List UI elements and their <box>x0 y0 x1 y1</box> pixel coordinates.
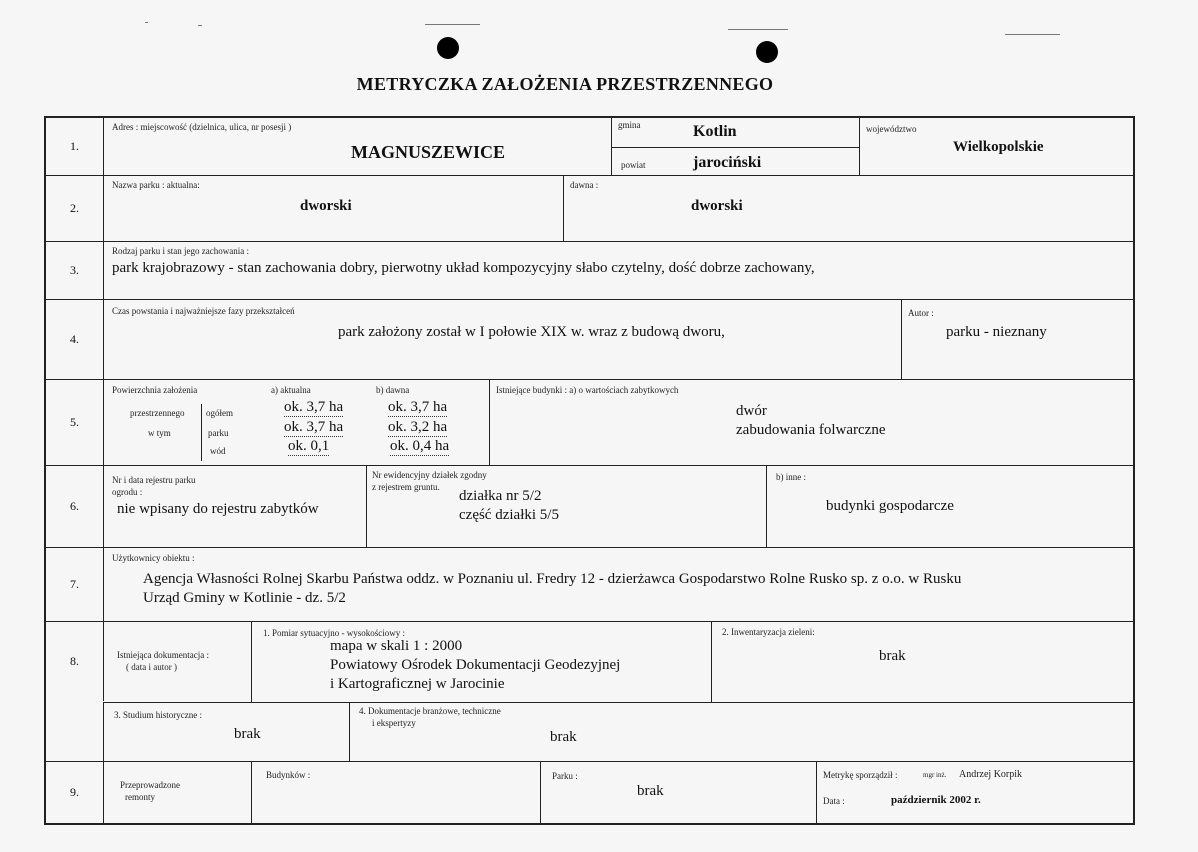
divider <box>711 622 712 702</box>
divider <box>540 762 541 823</box>
area-park-old: ok. 3,2 ha <box>388 419 448 435</box>
punch-hole-left <box>437 37 459 59</box>
register-label-1: Nr i data rejestru parku <box>112 475 196 485</box>
park-type-label: Rodzaj parku i stan jego zachowania : <box>112 246 249 256</box>
divider <box>489 380 490 465</box>
area-total-old: ok. 3,7 ha <box>388 399 448 415</box>
park-name-label: Nazwa parku : aktualna: <box>112 180 200 190</box>
row-3 <box>45 242 1134 300</box>
row-number: 4. <box>46 300 104 379</box>
users-value-2: Urząd Gminy w Kotlinie - dz. 5/2 <box>143 590 346 606</box>
row-4 <box>45 300 1134 380</box>
other-buildings-label: b) inne : <box>776 472 806 482</box>
survey-value-2: Powiatowy Ośrodek Dokumentacji Geodezyjnej <box>330 657 621 673</box>
author-value: parku - nieznany <box>946 324 1047 340</box>
scan-mark <box>425 24 480 25</box>
author-label: Autor : <box>908 308 934 318</box>
address-value: MAGNUSZEWICE <box>351 142 506 162</box>
area-label: Powierzchnia założenia <box>112 385 198 395</box>
wojewodztwo-value: Wielkopolskie <box>953 139 1044 155</box>
history-value: park założony został w I połowie XIX w. wraz z budową dworu, <box>338 324 725 340</box>
parcel-label-1: Nr ewidencyjny działek zgodny <box>372 470 487 480</box>
area-water-old: ok. 0,4 ha <box>390 438 450 454</box>
scan-mark <box>728 29 788 30</box>
area-old-label: b) dawna <box>376 385 410 395</box>
documentation-label-2: ( data i autor ) <box>126 662 177 672</box>
divider <box>816 762 817 823</box>
park-name-current: dworski <box>300 198 352 214</box>
powiat-value: jarociński <box>693 154 762 171</box>
technical-docs-label-1: 4. Dokumentacje branżowe, techniczne <box>359 706 501 716</box>
buildings-label: Istniejące budynki : a) o wartościach zabytkowych <box>496 385 679 395</box>
park-renovation-label: Parku : <box>552 771 578 781</box>
area-current-label: a) aktualna <box>271 385 311 395</box>
gmina-value: Kotlin <box>693 123 737 140</box>
divider <box>349 702 350 761</box>
buildings-renovation-label: Budynków : <box>266 770 311 780</box>
technical-docs-label-2: i ekspertyzy <box>372 718 416 728</box>
scan-mark <box>145 22 148 23</box>
row-9 <box>45 762 1134 824</box>
renovations-label-1: Przeprowadzone <box>120 780 180 790</box>
date-value: październik 2002 r. <box>891 794 981 806</box>
address-label: Adres : miejscowość (dzielnica, ulica, nr posesji ) <box>112 122 292 132</box>
area-of-which-label: w tym <box>148 428 171 438</box>
wojewodztwo-label: województwo <box>866 124 917 134</box>
divider <box>201 404 202 461</box>
gmina-label: gmina <box>618 120 641 130</box>
survey-value-1: mapa w skali 1 : 2000 <box>330 638 463 654</box>
park-name-old-label: dawna : <box>570 180 599 190</box>
scan-mark <box>1005 34 1060 35</box>
history-study-label: 3. Studium historyczne : <box>114 710 202 720</box>
area-spatial-label: przestrzennego <box>130 408 185 418</box>
area-total-label: ogółem <box>206 408 233 418</box>
greenery-value: brak <box>879 648 906 664</box>
divider <box>766 466 767 547</box>
area-park-current: ok. 3,7 ha <box>284 419 344 435</box>
register-label-2: ogrodu : <box>112 487 143 497</box>
divider <box>563 176 564 241</box>
powiat-label: powiat <box>621 160 646 170</box>
row-5 <box>45 380 1134 466</box>
divider <box>611 147 859 148</box>
prepared-by-label: Metrykę sporządził : <box>823 770 898 780</box>
divider <box>103 702 104 761</box>
punch-hole-right <box>756 41 778 63</box>
divider <box>859 118 860 175</box>
users-label: Użytkownicy obiektu : <box>112 553 195 563</box>
divider <box>901 300 902 379</box>
row-2 <box>45 176 1134 242</box>
area-park-label: parku <box>208 428 229 438</box>
row-1 <box>45 116 1134 176</box>
history-study-value: brak <box>234 726 261 742</box>
area-water-label: wód <box>210 446 226 456</box>
renovations-label-2: remonty <box>125 792 155 802</box>
survey-value-3: i Kartograficznej w Jarocinie <box>330 676 505 692</box>
row-7 <box>45 548 1134 622</box>
prepared-by-name: Andrzej Korpik <box>959 769 1023 780</box>
building-value-2: zabudowania folwarczne <box>736 422 886 438</box>
parcel-value-1: działka nr 5/2 <box>459 488 542 504</box>
row-number: 1. <box>46 118 104 175</box>
prepared-by-title: mgr inż. <box>923 771 947 779</box>
row-number: 6. <box>46 466 104 547</box>
parcel-value-2: część działki 5/5 <box>459 507 559 523</box>
divider <box>366 466 367 547</box>
parcel-label-2: z rejestrem gruntu. <box>372 482 440 492</box>
documentation-label-1: Istniejąca dokumentacja : <box>117 650 209 660</box>
row-8 <box>45 622 1134 762</box>
date-label: Data : <box>823 796 845 806</box>
row-number: 3. <box>46 242 104 299</box>
park-type-value: park krajobrazowy - stan zachowania dobry, pierwotny układ kompozycyjny słabo czytelny, dość dobrze zachowany, <box>112 260 815 276</box>
row-6 <box>45 466 1134 548</box>
technical-docs-value: brak <box>550 729 577 745</box>
row-number: 8. <box>46 622 104 701</box>
divider <box>103 702 1134 703</box>
row-number: 5. <box>46 380 104 465</box>
area-water-current: ok. 0,1 <box>288 438 330 454</box>
row-number: 7. <box>46 548 104 621</box>
row-number: 2. <box>46 176 104 241</box>
scan-mark <box>198 25 202 26</box>
building-value-1: dwór <box>736 403 767 419</box>
area-total-current: ok. 3,7 ha <box>284 399 344 415</box>
park-name-old: dworski <box>691 198 743 214</box>
park-renovation-value: brak <box>637 783 664 799</box>
row-number: 9. <box>46 762 104 823</box>
divider <box>251 762 252 823</box>
divider <box>251 622 252 702</box>
page-title: METRYCZKA ZAŁOŻENIA PRZESTRZENNEGO <box>356 74 774 94</box>
other-buildings-value: budynki gospodarcze <box>826 498 954 514</box>
users-value-1: Agencja Własności Rolnej Skarbu Państwa oddz. w Poznaniu ul. Fredry 12 - dzierżawca Gospodarstwo Rolne Rusko sp. z o.o. w Rusku <box>143 571 962 587</box>
history-label: Czas powstania i najważniejsze fazy przekształceń <box>112 306 295 316</box>
register-value: nie wpisany do rejestru zabytków <box>117 501 319 517</box>
greenery-label: 2. Inwentaryzacja zieleni: <box>722 627 815 637</box>
survey-label: 1. Pomiar sytuacyjno - wysokościowy : <box>263 628 405 638</box>
